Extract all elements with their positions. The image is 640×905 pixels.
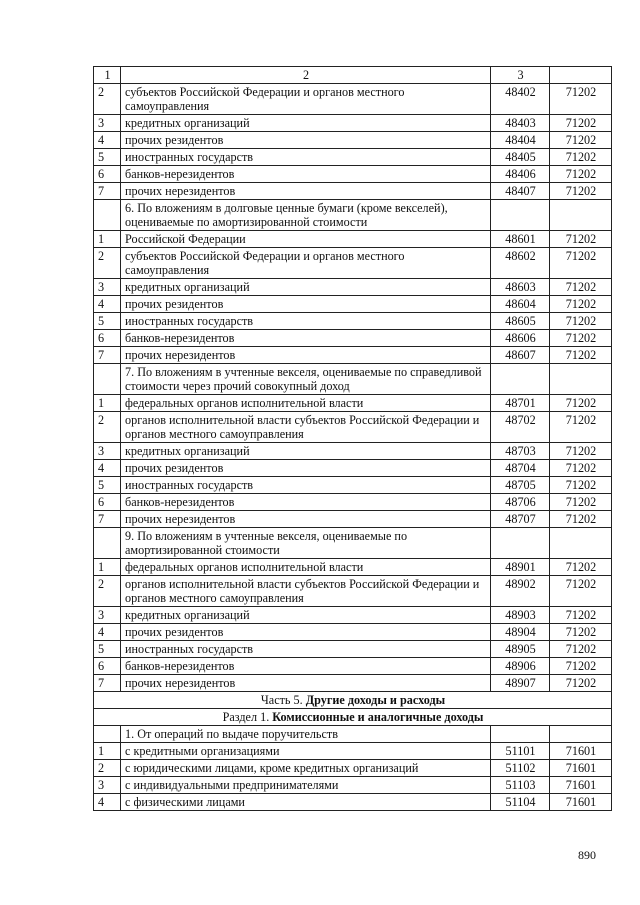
table-row <box>94 777 612 794</box>
table-row <box>94 528 612 559</box>
symbol-code: 71202 <box>550 511 612 528</box>
header-cell-1: 1 <box>94 67 121 84</box>
row-description: кредитных организаций <box>121 279 491 296</box>
section-heading-prefix: Раздел 1. <box>222 710 273 724</box>
row-description: иностранных государств <box>121 313 491 330</box>
symbol-code: 71202 <box>550 248 612 279</box>
account-code: 48703 <box>491 443 550 460</box>
table-row <box>94 443 612 460</box>
symbol-code: 71202 <box>550 166 612 183</box>
row-number: 4 <box>94 624 121 641</box>
table-row <box>94 166 612 183</box>
account-code <box>491 200 550 231</box>
table-row <box>94 624 612 641</box>
section-heading-title: Другие доходы и расходы <box>305 693 446 707</box>
row-number: 2 <box>94 248 121 279</box>
symbol-code <box>550 528 612 559</box>
table-row <box>94 576 612 607</box>
symbol-code: 71202 <box>550 84 612 115</box>
table-row <box>94 248 612 279</box>
row-number: 5 <box>94 641 121 658</box>
row-number: 7 <box>94 675 121 692</box>
table-row <box>94 641 612 658</box>
row-description: банков-нерезидентов <box>121 330 491 347</box>
account-code: 48704 <box>491 460 550 477</box>
row-number: 1 <box>94 559 121 576</box>
section-heading-row <box>94 709 612 726</box>
symbol-code: 71202 <box>550 279 612 296</box>
section-heading <box>94 692 612 709</box>
account-code: 48607 <box>491 347 550 364</box>
row-number: 5 <box>94 313 121 330</box>
symbol-code: 71202 <box>550 494 612 511</box>
account-code: 48601 <box>491 231 550 248</box>
account-code: 48902 <box>491 576 550 607</box>
table-row <box>94 149 612 166</box>
account-code: 48403 <box>491 115 550 132</box>
section-heading <box>94 709 612 726</box>
table-row <box>94 494 612 511</box>
account-code: 48906 <box>491 658 550 675</box>
row-number: 2 <box>94 760 121 777</box>
symbol-code <box>550 726 612 743</box>
row-description: прочих нерезидентов <box>121 511 491 528</box>
account-code: 48705 <box>491 477 550 494</box>
account-code: 48907 <box>491 675 550 692</box>
row-number: 4 <box>94 794 121 811</box>
account-code: 48404 <box>491 132 550 149</box>
table-row <box>94 200 612 231</box>
account-code: 48901 <box>491 559 550 576</box>
symbol-code: 71202 <box>550 641 612 658</box>
account-code: 48702 <box>491 412 550 443</box>
table-row <box>94 231 612 248</box>
account-code: 48405 <box>491 149 550 166</box>
symbol-code <box>550 200 612 231</box>
table-row <box>94 330 612 347</box>
row-description: 6. По вложениям в долговые ценные бумаги (кроме векселей), оцениваемые по амортизированной стоимости <box>121 200 491 231</box>
account-code: 48707 <box>491 511 550 528</box>
account-code: 51104 <box>491 794 550 811</box>
row-description: иностранных государств <box>121 477 491 494</box>
account-code: 51101 <box>491 743 550 760</box>
header-cell-4 <box>550 67 612 84</box>
symbol-code: 71202 <box>550 675 612 692</box>
table-row <box>94 347 612 364</box>
account-code: 48604 <box>491 296 550 313</box>
account-code: 48402 <box>491 84 550 115</box>
account-code <box>491 528 550 559</box>
row-number: 3 <box>94 115 121 132</box>
symbol-code: 71202 <box>550 296 612 313</box>
symbol-code: 71202 <box>550 624 612 641</box>
account-code: 48603 <box>491 279 550 296</box>
table-row <box>94 313 612 330</box>
row-description: прочих резидентов <box>121 296 491 313</box>
row-number: 4 <box>94 460 121 477</box>
row-number: 2 <box>94 84 121 115</box>
row-number <box>94 726 121 743</box>
row-description: федеральных органов исполнительной власти <box>121 395 491 412</box>
row-number <box>94 200 121 231</box>
table-row <box>94 658 612 675</box>
symbol-code: 71202 <box>550 477 612 494</box>
table-row <box>94 511 612 528</box>
symbol-code: 71202 <box>550 132 612 149</box>
table-row <box>94 794 612 811</box>
row-number: 4 <box>94 132 121 149</box>
row-description: банков-нерезидентов <box>121 494 491 511</box>
section-heading-title: Комиссионные и аналогичные доходы <box>272 710 484 724</box>
row-description: 9. По вложениям в учтенные векселя, оцениваемые по амортизированной стоимости <box>121 528 491 559</box>
account-code: 51102 <box>491 760 550 777</box>
row-description: прочих резидентов <box>121 132 491 149</box>
account-code <box>491 364 550 395</box>
row-description: прочих нерезидентов <box>121 675 491 692</box>
symbol-code: 71202 <box>550 576 612 607</box>
row-description: кредитных организаций <box>121 115 491 132</box>
symbol-code: 71601 <box>550 794 612 811</box>
symbol-code: 71202 <box>550 115 612 132</box>
row-description: прочих резидентов <box>121 460 491 477</box>
row-description: кредитных организаций <box>121 607 491 624</box>
account-code: 51103 <box>491 777 550 794</box>
table-row <box>94 760 612 777</box>
symbol-code <box>550 364 612 395</box>
symbol-code: 71202 <box>550 559 612 576</box>
table-row <box>94 559 612 576</box>
row-description: Российской Федерации <box>121 231 491 248</box>
table-row <box>94 84 612 115</box>
table-row <box>94 279 612 296</box>
row-number <box>94 364 121 395</box>
row-number: 3 <box>94 607 121 624</box>
row-description: 7. По вложениям в учтенные векселя, оцениваемые по справедливой стоимости через прочий совокупный доход <box>121 364 491 395</box>
row-number: 7 <box>94 511 121 528</box>
row-number: 7 <box>94 183 121 200</box>
header-cell-3: 3 <box>491 67 550 84</box>
row-number <box>94 528 121 559</box>
row-description: с юридическими лицами, кроме кредитных организаций <box>121 760 491 777</box>
symbol-code: 71202 <box>550 460 612 477</box>
accounts-table <box>93 66 612 811</box>
account-code: 48904 <box>491 624 550 641</box>
row-number: 4 <box>94 296 121 313</box>
symbol-code: 71601 <box>550 760 612 777</box>
row-description: прочих нерезидентов <box>121 347 491 364</box>
table-row <box>94 296 612 313</box>
symbol-code: 71202 <box>550 607 612 624</box>
row-number: 6 <box>94 494 121 511</box>
row-number: 5 <box>94 149 121 166</box>
row-number: 3 <box>94 777 121 794</box>
row-description: субъектов Российской Федерации и органов местного самоуправления <box>121 248 491 279</box>
account-code: 48701 <box>491 395 550 412</box>
symbol-code: 71202 <box>550 443 612 460</box>
symbol-code: 71202 <box>550 395 612 412</box>
table-row <box>94 412 612 443</box>
row-number: 7 <box>94 347 121 364</box>
row-number: 1 <box>94 395 121 412</box>
symbol-code: 71202 <box>550 412 612 443</box>
row-description: иностранных государств <box>121 641 491 658</box>
account-code: 48606 <box>491 330 550 347</box>
symbol-code: 71202 <box>550 231 612 248</box>
row-description: с физическими лицами <box>121 794 491 811</box>
table-header-row <box>94 67 612 84</box>
table-row <box>94 132 612 149</box>
table-row <box>94 364 612 395</box>
symbol-code: 71202 <box>550 183 612 200</box>
account-code: 48905 <box>491 641 550 658</box>
row-description: банков-нерезидентов <box>121 166 491 183</box>
row-number: 1 <box>94 231 121 248</box>
section-heading-row <box>94 692 612 709</box>
row-number: 6 <box>94 166 121 183</box>
row-number: 3 <box>94 279 121 296</box>
table-row <box>94 477 612 494</box>
table-row <box>94 743 612 760</box>
row-description: банков-нерезидентов <box>121 658 491 675</box>
symbol-code: 71202 <box>550 347 612 364</box>
table-row <box>94 675 612 692</box>
account-code: 48903 <box>491 607 550 624</box>
row-description: прочих нерезидентов <box>121 183 491 200</box>
section-heading-prefix: Часть 5. <box>260 693 306 707</box>
symbol-code: 71202 <box>550 149 612 166</box>
table-row <box>94 726 612 743</box>
symbol-code: 71601 <box>550 777 612 794</box>
accounts-table-body <box>94 67 612 811</box>
row-description: органов исполнительной власти субъектов Российской Федерации и органов местного самоуправления <box>121 576 491 607</box>
table-row <box>94 460 612 477</box>
symbol-code: 71601 <box>550 743 612 760</box>
row-description: субъектов Российской Федерации и органов местного самоуправления <box>121 84 491 115</box>
table-row <box>94 115 612 132</box>
row-description: 1. От операций по выдаче поручительств <box>121 726 491 743</box>
row-description: иностранных государств <box>121 149 491 166</box>
row-number: 5 <box>94 477 121 494</box>
account-code: 48602 <box>491 248 550 279</box>
table-row <box>94 607 612 624</box>
row-number: 6 <box>94 330 121 347</box>
account-code: 48706 <box>491 494 550 511</box>
account-code: 48605 <box>491 313 550 330</box>
symbol-code: 71202 <box>550 658 612 675</box>
row-description: кредитных организаций <box>121 443 491 460</box>
row-number: 2 <box>94 576 121 607</box>
row-number: 3 <box>94 443 121 460</box>
page-number: 890 <box>578 848 596 862</box>
symbol-code: 71202 <box>550 330 612 347</box>
header-cell-2: 2 <box>121 67 491 84</box>
row-description: прочих резидентов <box>121 624 491 641</box>
row-number: 1 <box>94 743 121 760</box>
account-code: 48406 <box>491 166 550 183</box>
row-description: органов исполнительной власти субъектов Российской Федерации и органов местного самоуправления <box>121 412 491 443</box>
account-code <box>491 726 550 743</box>
symbol-code: 71202 <box>550 313 612 330</box>
row-description: с индивидуальными предпринимателями <box>121 777 491 794</box>
row-number: 6 <box>94 658 121 675</box>
row-number: 2 <box>94 412 121 443</box>
table-row <box>94 183 612 200</box>
table-row <box>94 395 612 412</box>
row-description: с кредитными организациями <box>121 743 491 760</box>
row-description: федеральных органов исполнительной власти <box>121 559 491 576</box>
account-code: 48407 <box>491 183 550 200</box>
